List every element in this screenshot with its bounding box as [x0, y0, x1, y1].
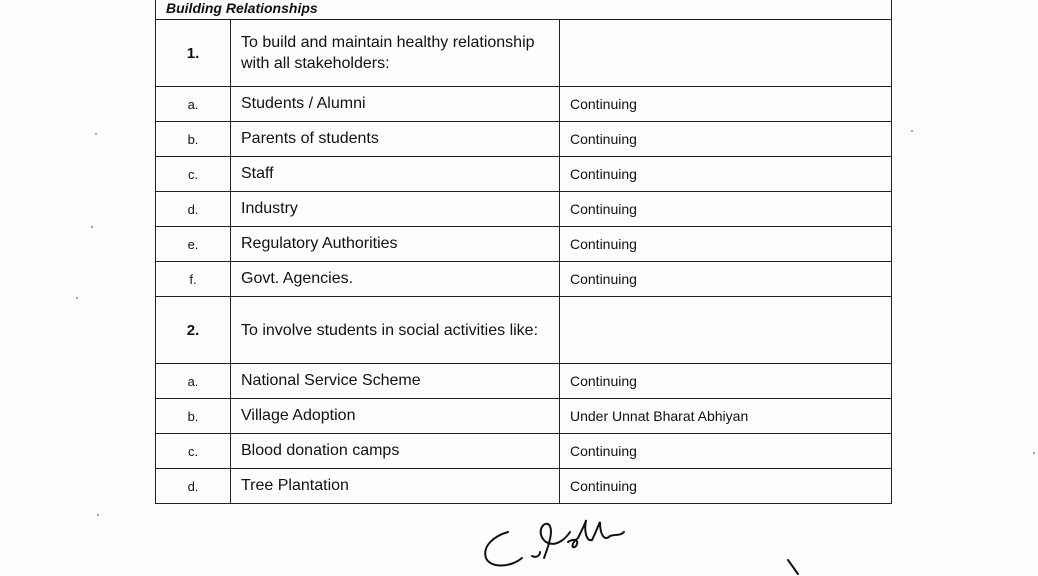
- table-row: [156, 192, 892, 227]
- item-letter: c.: [156, 157, 231, 192]
- group-number: 2.: [156, 297, 231, 364]
- item-letter: b.: [156, 122, 231, 157]
- item-text: Industry: [231, 192, 560, 227]
- section-heading-row: [156, 0, 892, 20]
- relationships-table: [155, 0, 892, 504]
- item-text: Village Adoption: [231, 399, 560, 434]
- item-status: Continuing: [560, 364, 892, 399]
- table-row: [156, 87, 892, 122]
- group-row: [156, 20, 892, 87]
- empty-status-cell: [560, 20, 892, 87]
- group-row: [156, 297, 892, 364]
- scan-speck: [1033, 452, 1035, 454]
- scan-speck: [76, 297, 78, 299]
- item-text: Staff: [231, 157, 560, 192]
- item-letter: d.: [156, 192, 231, 227]
- group-text: To involve students in social activities like:: [231, 297, 560, 364]
- item-text: Tree Plantation: [231, 469, 560, 504]
- item-status: Under Unnat Bharat Abhiyan: [560, 399, 892, 434]
- scan-speck: [95, 133, 97, 135]
- item-status: Continuing: [560, 227, 892, 262]
- item-status: Continuing: [560, 469, 892, 504]
- table-row: [156, 399, 892, 434]
- signature-image: [470, 512, 830, 576]
- item-letter: a.: [156, 364, 231, 399]
- item-text: Students / Alumni: [231, 87, 560, 122]
- table-row: [156, 262, 892, 297]
- item-status: Continuing: [560, 157, 892, 192]
- item-text: Parents of students: [231, 122, 560, 157]
- item-status: Continuing: [560, 262, 892, 297]
- empty-status-cell: [560, 297, 892, 364]
- group-number: 1.: [156, 20, 231, 87]
- item-text: National Service Scheme: [231, 364, 560, 399]
- table-row: [156, 227, 892, 262]
- item-status: Continuing: [560, 87, 892, 122]
- item-text: Regulatory Authorities: [231, 227, 560, 262]
- item-letter: a.: [156, 87, 231, 122]
- item-letter: b.: [156, 399, 231, 434]
- item-status: Continuing: [560, 122, 892, 157]
- scan-speck: [91, 226, 93, 228]
- table-row: [156, 157, 892, 192]
- scan-speck: [911, 130, 913, 132]
- item-letter: f.: [156, 262, 231, 297]
- item-letter: e.: [156, 227, 231, 262]
- table-row: [156, 469, 892, 504]
- table-row: [156, 434, 892, 469]
- scan-speck: [97, 514, 99, 516]
- item-status: Continuing: [560, 434, 892, 469]
- section-title: Building Relationships: [156, 0, 892, 20]
- item-text: Govt. Agencies.: [231, 262, 560, 297]
- item-text: Blood donation camps: [231, 434, 560, 469]
- table-row: [156, 122, 892, 157]
- item-status: Continuing: [560, 192, 892, 227]
- item-letter: c.: [156, 434, 231, 469]
- item-letter: d.: [156, 469, 231, 504]
- group-text: To build and maintain healthy relationship with all stakeholders:: [231, 20, 560, 87]
- table-row: [156, 364, 892, 399]
